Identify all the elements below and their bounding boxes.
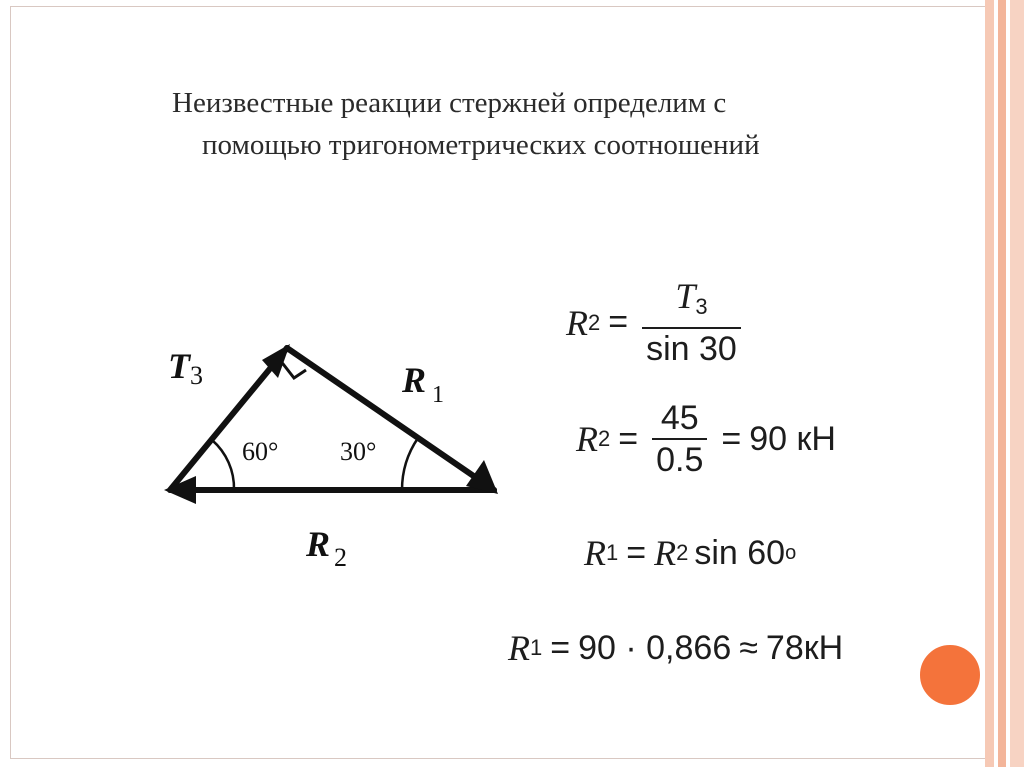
angle-label-left: 60° xyxy=(242,437,279,466)
formula-r1-value xyxy=(508,627,843,669)
equals-sign: = xyxy=(626,533,647,572)
formula-r2-definition xyxy=(566,276,747,369)
formula-subscript: 2 xyxy=(598,426,611,451)
fraction xyxy=(642,276,741,369)
formula-expression: 90 · 0,866 xyxy=(578,628,732,667)
angle-label-right: 30° xyxy=(340,437,377,466)
result-value: 78кН xyxy=(765,628,844,667)
equals-sign: = xyxy=(550,628,571,667)
formula-subscript: 1 xyxy=(606,540,619,565)
angle-arc-left xyxy=(212,440,234,490)
formula-subscript: 2 xyxy=(676,540,689,565)
formula-subscript: 2 xyxy=(588,309,601,335)
result-value: 90 кН xyxy=(749,419,836,458)
formula-symbol: R xyxy=(584,533,606,573)
fraction-denominator: sin 30 xyxy=(646,330,737,368)
formula-tail: sin 60 xyxy=(694,533,786,572)
equals-sign: = xyxy=(721,419,742,458)
title-line-2: помощью тригонометрических соотношений xyxy=(202,129,760,161)
r2-label: R $_2$ xyxy=(306,524,348,572)
angle-arc-right xyxy=(402,438,418,490)
equals-sign: = xyxy=(608,303,629,341)
fraction xyxy=(652,398,707,480)
formula-symbol: R xyxy=(566,302,588,343)
approx-sign: ≈ xyxy=(739,628,758,667)
fraction-numerator: $T_3$ xyxy=(675,276,708,319)
decor-stripe xyxy=(998,0,1006,767)
fraction-denominator: 0.5 xyxy=(656,441,704,479)
title-line-1: Неизвестные реакции стержней определим с xyxy=(172,87,727,119)
formula-r1-definition xyxy=(584,532,796,574)
degree-sign: o xyxy=(785,541,797,564)
right-angle-marker xyxy=(280,360,306,378)
decor-stripe xyxy=(1010,0,1024,767)
force-triangle-diagram xyxy=(150,320,510,580)
slide-nav-circle[interactable] xyxy=(916,641,984,709)
formula-symbol: R xyxy=(654,533,677,573)
formula-subscript: 1 xyxy=(530,635,543,660)
fraction-numerator: 45 xyxy=(660,399,699,437)
equals-sign: = xyxy=(618,419,639,458)
slide-title xyxy=(172,82,972,166)
r1-vector xyxy=(287,348,494,490)
formula-r2-value xyxy=(576,398,836,480)
t3-label: T3 xyxy=(168,346,203,390)
formula-symbol: R xyxy=(576,419,598,459)
decor-stripe xyxy=(985,0,994,767)
formula-symbol: R xyxy=(508,628,530,668)
r1-label: R $_1$ xyxy=(402,360,445,408)
